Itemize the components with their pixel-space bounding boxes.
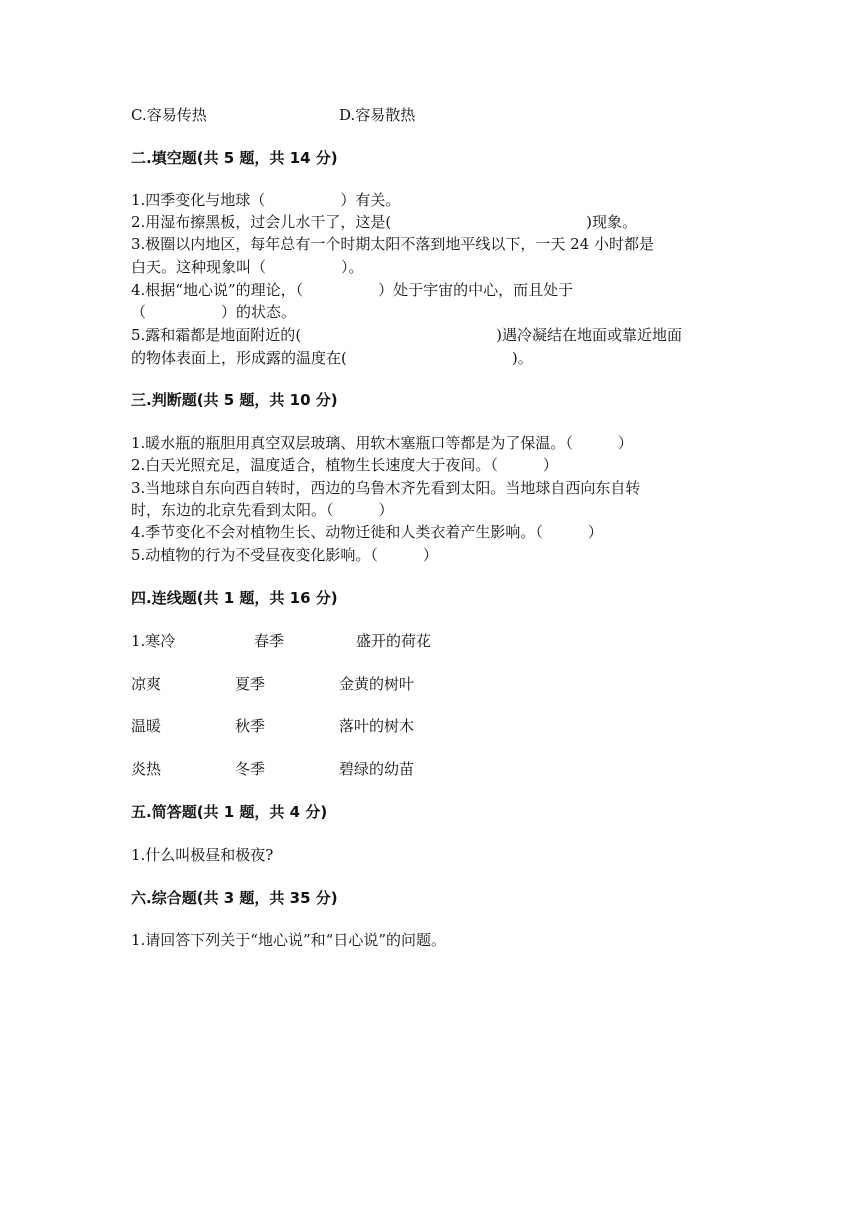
- judge-question-3-line-2: 时，东边的北京先看到太阳。（ ）: [131, 501, 394, 519]
- fill-question-5-line-2: 的物体表面上，形成露的温度在( )。: [131, 349, 533, 367]
- match-left-2: 凉爽: [131, 675, 162, 693]
- match-right-2: 金黄的树叶: [339, 675, 415, 693]
- short-answer-question-1: 1.什么叫极昼和极夜?: [131, 846, 274, 864]
- match-right-1: 盛开的荷花: [356, 632, 432, 650]
- match-middle-2: 夏季: [235, 675, 266, 693]
- judge-question-2: 2.白天光照充足，温度适合，植物生长速度大于夜间。（ ）: [131, 456, 558, 474]
- match-middle-4: 冬季: [235, 760, 266, 778]
- match-right-4: 碧绿的幼苗: [339, 760, 415, 778]
- match-right-3: 落叶的树木: [339, 717, 415, 735]
- section-6-title: 六.综合题(共 3 题，共 35 分): [131, 889, 338, 907]
- option-c: C.容易传热: [131, 106, 207, 124]
- match-left-3: 温暖: [131, 717, 162, 735]
- match-left-4: 炎热: [131, 760, 162, 778]
- judge-question-3-line-1: 3.当地球自东向西自转时，西边的乌鲁木齐先看到太阳。当地球自西向东自转: [131, 479, 641, 497]
- section-3-title: 三.判断题(共 5 题，共 10 分): [131, 391, 338, 409]
- fill-question-2: 2.用湿布擦黑板，过会儿水干了，这是( )现象。: [131, 213, 638, 231]
- section-2-title: 二.填空题(共 5 题，共 14 分): [131, 149, 338, 167]
- match-middle-1: 春季: [254, 632, 285, 650]
- match-left-1: 1.寒冷: [131, 632, 176, 650]
- judge-question-5: 5.动植物的行为不受昼夜变化影响。（ ）: [131, 546, 438, 564]
- fill-question-3-line-1: 3.极圈以内地区，每年总有一个时期太阳不落到地平线以下，一天 24 小时都是: [131, 235, 654, 253]
- fill-question-4-line-2: （ ）的状态。: [131, 303, 297, 321]
- fill-question-3-line-2: 白天。这种现象叫（ ）。: [131, 258, 364, 276]
- fill-question-4-line-1: 4.根据“地心说”的理论，（ ）处于宇宙的中心，而且处于: [131, 281, 574, 299]
- judge-question-1: 1.暖水瓶的瓶胆用真空双层玻璃、用软木塞瓶口等都是为了保温。（ ）: [131, 434, 633, 452]
- match-middle-3: 秋季: [235, 717, 266, 735]
- section-4-title: 四.连线题(共 1 题，共 16 分): [131, 589, 338, 607]
- fill-question-5-line-1: 5.露和霜都是地面附近的( )遇冷凝结在地面或靠近地面: [131, 326, 683, 344]
- comprehensive-question-1: 1.请回答下列关于“地心说”和“日心说”的问题。: [131, 931, 446, 949]
- section-5-title: 五.简答题(共 1 题，共 4 分): [131, 803, 328, 821]
- fill-question-1: 1.四季变化与地球（ ）有关。: [131, 191, 401, 209]
- option-d: D.容易散热: [339, 106, 416, 124]
- judge-question-4: 4.季节变化不会对植物生长、动物迁徙和人类衣着产生影响。（ ）: [131, 523, 603, 541]
